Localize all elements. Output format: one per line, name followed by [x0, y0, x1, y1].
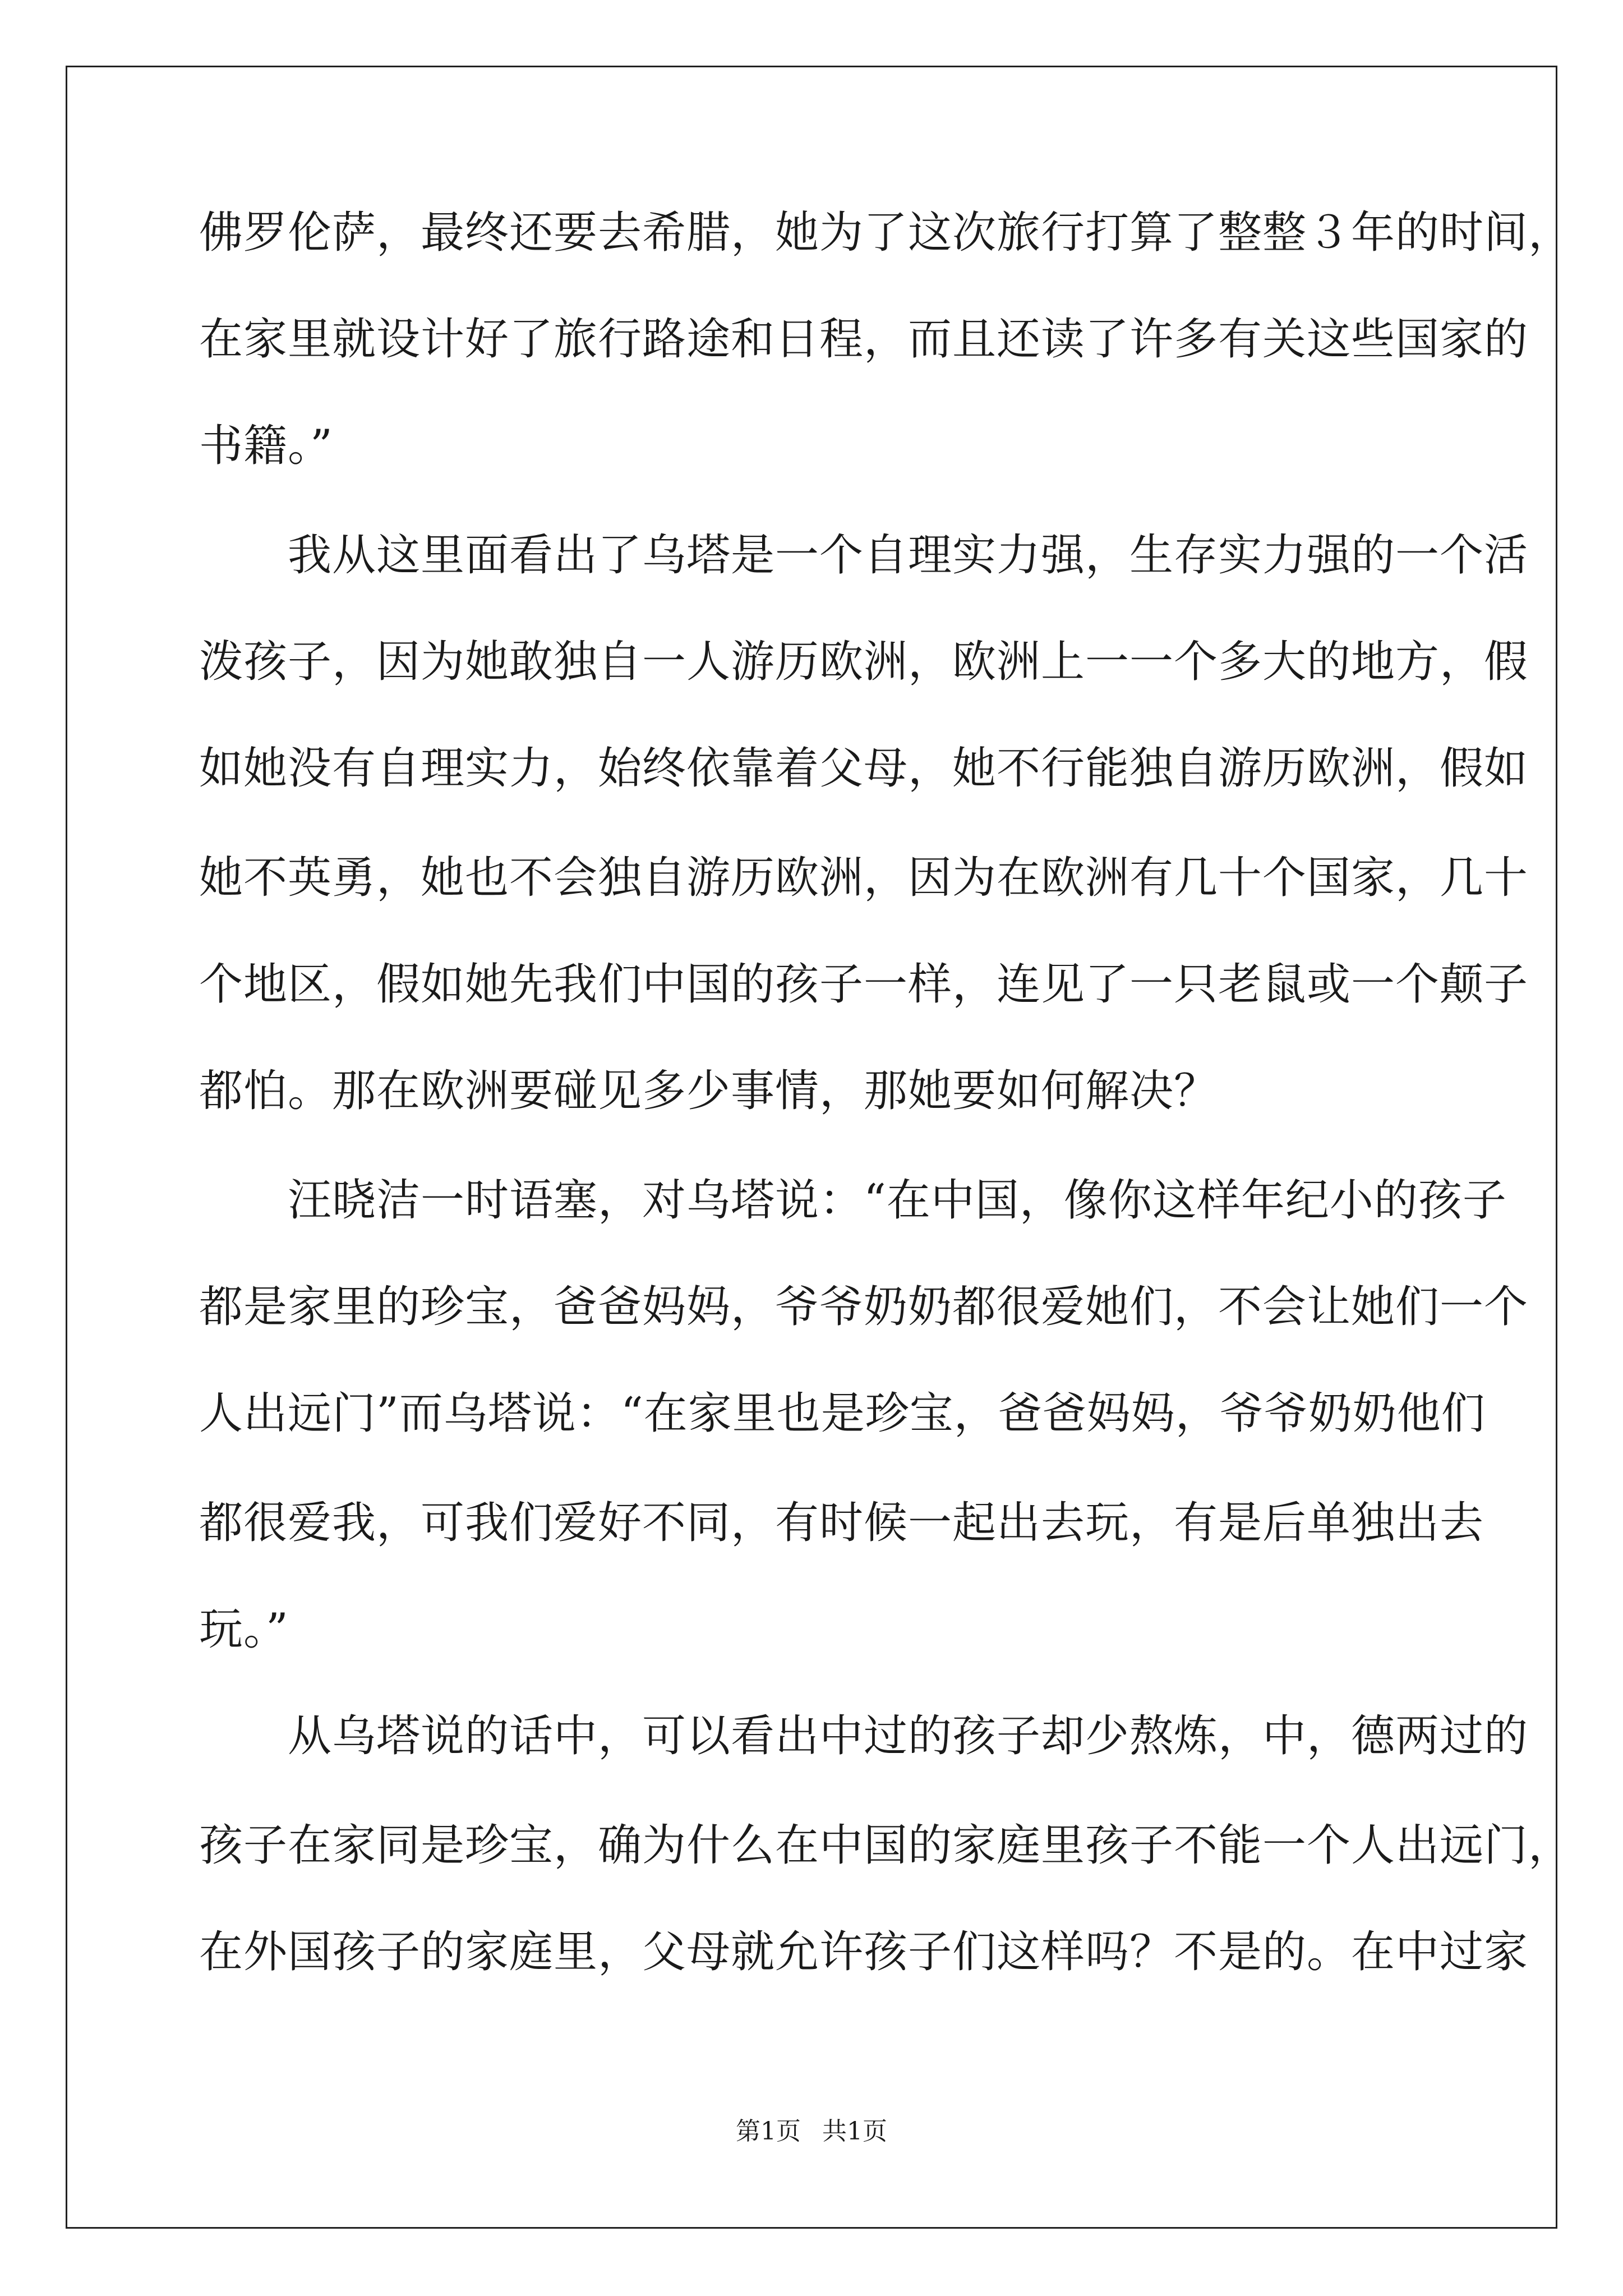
- text-line: 都是家里的珍宝，爸爸妈妈，爷爷奶奶都很爱她们，不会让她们一个: [199, 1282, 1529, 1332]
- text-line: 如她没有自理实力，始终依靠着父母，她不行能独自游历欧洲，假如: [199, 743, 1529, 794]
- paragraph-first-line: 从乌塔说的话中，可以看出中过的孩子却少熬炼，中，德两过的: [199, 1711, 1529, 1761]
- text-line: 在外国孩子的家庭里，父母就允许孩子们这样吗？不是的。在中过家: [199, 1927, 1529, 1977]
- text-line: 个地区，假如她先我们中国的孩子一样，连见了一只老鼠或一个颠子: [199, 959, 1529, 1010]
- text-line: 她不英勇，她也不会独自游历欧洲，因为在欧洲有几十个国家，几十: [199, 853, 1529, 903]
- page-border: [66, 66, 1557, 2229]
- paragraph-first-line: 我从这里面看出了乌塔是一个自理实力强，生存实力强的一个活: [199, 530, 1529, 581]
- text-line: 佛罗伦萨，最终还要去希腊，她为了这次旅行打算了整整３年的时间，: [199, 208, 1573, 258]
- text-line: 玩。”: [199, 1604, 289, 1655]
- text-line: 人出远门”而乌塔说：“在家里也是珍宝，爸爸妈妈，爷爷奶奶他们: [199, 1388, 1486, 1439]
- text-line: 都很爱我，可我们爱好不同，有时候一起出去玩，有是后单独出去: [199, 1498, 1484, 1548]
- text-line: 泼孩子，因为她敢独自一人游历欧洲，欧洲上一一个多大的地方，假: [199, 637, 1529, 687]
- text-line: 都怕。那在欧洲要碰见多少事情，那她要如何解决？: [199, 1066, 1219, 1116]
- paragraph-first-line: 汪晓洁一时语塞，对乌塔说：“在中国，像你这样年纪小的孩子: [199, 1175, 1507, 1226]
- text-line: 书籍。”: [199, 421, 333, 471]
- page-number: 第1页: [736, 2117, 801, 2146]
- page-total: 共1页: [822, 2117, 887, 2146]
- text-line: 孩子在家同是珍宝，确为什么在中国的家庭里孩子不能一个人出远门，: [199, 1820, 1573, 1871]
- text-line: 在家里就设计好了旅行路途和日程，而且还读了许多有关这些国家的: [199, 314, 1529, 365]
- page-footer: [0, 2115, 1623, 2148]
